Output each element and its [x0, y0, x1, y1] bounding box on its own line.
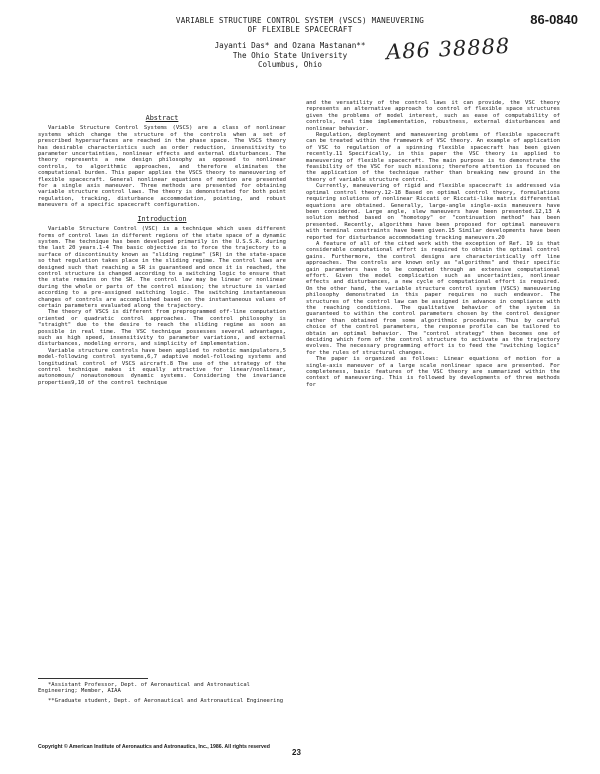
document-number: 86-0840 [530, 12, 578, 27]
footnote-rule [38, 678, 148, 679]
handwritten-accession-number: A86 38888 [385, 33, 511, 65]
introduction-heading: Introduction [137, 214, 187, 223]
intro-paragraph: The theory of VSCS is different from preprogrammed off-line computation oriented or quadratic control approaches. The control philosophy is "straight" due to the desire to reach the sliding regime as soon as possible in real time. The VSC technique possesses several advantages, such as high speed, insensitivity to parameter variations, and external disturbances, modeling errors, and simplicity of implementation. [38, 309, 286, 348]
body-paragraph: The paper is organized as follows: Linear equations of motion for a single-axis maneuver of a large scale nonlinear space are presented. For completeness, basic features of the VSC theory are summarized within the context of maneuvering. This is followed by developments of three methods for [306, 356, 560, 388]
intro-paragraph: Variable Structure Control (VSC) is a technique which uses different forms of control laws in different regions of the state space of a dynamic system. The technique has been developed primarily in the U.S.S.R. during the last 20 years.1-4 The basic objective is to force the trajectory to a surface of discontinuity known as "sliding regime" (SR) in the state-space so that regulation takes place in the sliding regime. The control laws are designed such that reaching a SR is guaranteed and once it is reached, the control structure is changed according to a switching logic to ensure that the state remains on the SR. The control law may be linear or nonlinear during the whole or parts of the control mission; the structure is varied according to a pre-assigned switching logic. The switching instantaneous changes of controls are accomplished based on the instantaneous values of certain parameters evaluated along the trajectory. [38, 226, 286, 309]
copyright-notice: Copyright © American Institute of Aeronautics and Astronautics, Inc., 1986. All rights reserved [38, 744, 270, 750]
footnotes [38, 678, 286, 704]
title-line-1: VARIABLE STRUCTURE CONTROL SYSTEM (VSCS) MANEUVERING [175, 16, 425, 25]
footnote: **Graduate student, Dept. of Aeronautical and Astronautical Engineering [48, 697, 284, 704]
right-column [306, 100, 560, 388]
title-line-2: OF FLEXIBLE SPACECRAFT [247, 25, 353, 34]
left-column [38, 115, 286, 386]
body-paragraph: A feature of all of the cited work with the exception of Ref. 19 is that considerable computational effort is required to obtain the optimal control gains. Furthermore, the control designs are characteristically off line approaches. The controls are known only as "algorithms" and their specific gain parameters have to be computed through an extensive computational effort. Given the model complication such as uncertainties, nonlinear effects and disturbances, a new cycle of computational effort is required. On the other hand, the variable structure control system (VSCS) maneuvering philosophy demonstrated in this paper requires no such endeavor. The structures of the control law can be assigned in advance in compliance with the reaching conditions. The qualitative behavior of the system is guaranteed to within the control parameters chosen by the control designer rather than obtained from some algorithmic procedures. Thus by careful choice of the control parameters, the response profile can be tailored to obtain an optimal behavior. The "control strategy" then becomes one of deciding which form of the control structure to activate as the trajectory evolves. The necessary programming effort is to feed the "switching logics" for the rules of structural changes. [306, 240, 560, 356]
affiliation: The Ohio State University [232, 50, 348, 60]
paper-title [120, 16, 480, 34]
page-number: 23 [292, 748, 301, 757]
author-names: Jayanti Das* and Ozana Mastanan** [214, 41, 366, 50]
footnote: *Assistant Professor, Dept. of Aeronautical and Astronautical Engineering; Member, AIAA [38, 682, 250, 695]
location: Columbus, Ohio [257, 60, 322, 69]
abstract-heading: Abstract [145, 114, 179, 122]
intro-paragraph: Variable structure controls have been applied to robotic manipulators,5 model-following control systems,6,7 adaptive model-following systems and longitudinal control of VSCS aircraft.8 The use of the strategy of the control technique makes it equally attractive for linear/nonlinear, autonomous/ nonautonomous dynamic systems. Considering the invariance properties9,10 of the control technique [38, 347, 286, 386]
author-block [160, 41, 420, 70]
body-paragraph: Currently, maneuvering of rigid and flexible spacecraft is addressed via optimal control theory.12-18 Based on optimal control theory, formulations requiring solutions of nonlinear Riccati or Riccati-like matrix differential equations are obtained. Generally, large-angle single-axis maneuvers have been considered. Large angle, slew maneuvers have been presented.12,13 A solution method based on "homotopy" or "continuation method" has been presented. Recently, algorithms have been proposed for optimal maneuvers with terminal constraints have been given.15 Similar developments have been reported for disturbance accommodating tracking maneuvers.20 [306, 183, 560, 241]
body-paragraph: and the versatility of the control laws it can provide, the VSC theory represents an alternative approach to control of flexible space structures given the problems of model interest, such as ease of computability of controls, real time implementation, robustness, external disturbances and nonlinear behavior. [306, 100, 560, 132]
body-paragraph: Regulation, deployment and maneuvering problems of flexible spacecraft can be treated within the framework of VSC theory. An example of application of VSC to regulation of a spinning flexible spacecraft has been given recently.11 Specifically, in this paper the VSC theory is applied to maneuvering of flexible spacecraft. The main purpose is to demonstrate the feasibility of the VSC for such missions; therefore attention is focused on the application of the technique rather than breaking new ground in the theory of variable structure control. [306, 132, 560, 183]
abstract-text: Variable Structure Control Systems (VSCS) are a class of nonlinear systems which change the structure of the controls when a set of prescribed hypersurfaces are reached in the phase space. The VSCS theory has desirable characteristics such as order reduction, insensitivity to parameter uncertainties, nonlinear effects and external disturbances. The theory represents a new design philosophy as opposed to nonlinear controls, to algorithmic approaches, and therefore eliminates the computational burden. This paper applies the VSCS theory to maneuvering of flexible spacecraft. General nonlinear equations of motion are presented for a single axis maneuver. Three methods are presented for obtaining variable structure control laws. The theory is demonstrated for both point regulation, tracking, disturbance accommodation, pointing, and robust maneuvers of a specific spacecraft configuration. [38, 125, 286, 209]
